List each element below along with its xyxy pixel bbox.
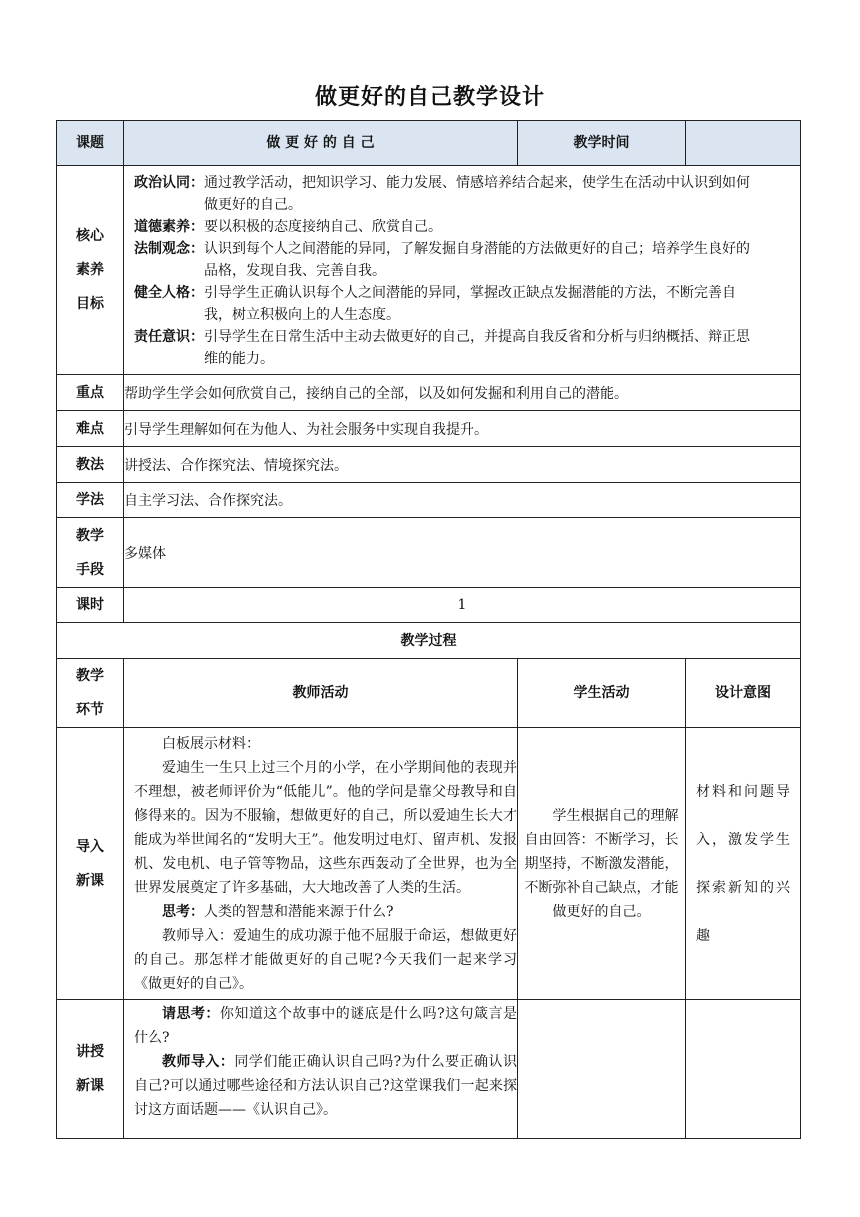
- topic-label: 课题: [57, 121, 124, 166]
- goal-text: 引导学生正确认识每个人之间潜能的异同，掌握改正缺点发掘潜能的方法，不断完善自我，树立积极向上的人生态度。: [204, 285, 736, 323]
- lecture-stage-row: [57, 1000, 801, 1139]
- goal-item: [134, 216, 752, 238]
- process-header-row: [57, 659, 801, 728]
- means-label-line: 手段: [76, 561, 104, 578]
- topic-value: 做 更 好 的 自 己: [124, 121, 518, 166]
- lecture-paragraph: [134, 1002, 517, 1050]
- lecture-stage-line: 新课: [76, 1078, 104, 1094]
- think-text: 人类的智慧和潜能来源于什么?: [204, 903, 394, 920]
- key-point-text: 帮助学生学会如何欣赏自己，接纳自己的全部，以及如何发掘和利用自己的潜能。: [124, 375, 801, 411]
- lecture-stage-line: 讲授: [76, 1044, 104, 1060]
- goal-item: [134, 238, 752, 282]
- teacher-column-header: 教师活动: [124, 659, 518, 728]
- goal-text: 认识到每个人之间潜能的异同，了解发掘自身潜能的方法做更好的自己；培养学生良好的品格，发现自我、完善自我。: [204, 241, 750, 279]
- goals-label: [57, 166, 124, 375]
- stage-header-line: 教学: [76, 668, 104, 684]
- goals-row: [57, 166, 801, 375]
- teaching-method-row: [57, 447, 801, 483]
- goals-label-line: 目标: [76, 296, 104, 312]
- intro-paragraph: 爱迪生一生只上过三个月的小学，在小学期间他的表现并不理想，被老师评价为“低能儿”。他的学问是靠父母教导和自修得来的。因为不服输，想做更好的自己，所以爱迪生长大才能成为举世闻名的“发明大王”。他发明过电灯、留声机、发报机、发电机、电子管等物品，这些东西轰动了全世界，也为全世界发展奠定了许多基础，大大地改善了人类的生活。: [134, 759, 517, 896]
- lecture-student-activity: [518, 1000, 686, 1139]
- goal-item: [134, 326, 752, 370]
- lecture-design-intent: [686, 1000, 801, 1139]
- stage-header-line: 环节: [76, 702, 104, 718]
- means-label: [57, 518, 124, 588]
- intro-stage-line: 新课: [76, 872, 104, 889]
- means-row: [57, 518, 801, 588]
- difficulty-row: [57, 411, 801, 447]
- think-key: 思考：: [162, 903, 204, 920]
- learning-method-row: [57, 483, 801, 518]
- please-think-key: 请思考：: [162, 1006, 220, 1022]
- means-text: 多媒体: [124, 518, 801, 588]
- student-answer: 学生根据自己的理解自由回答：不断学习，长期坚持，不断激发潜能，不断弥补自己缺点，才能做更好的自己。: [524, 807, 679, 920]
- intro-student-activity: [518, 728, 686, 1000]
- goal-key: 责任意识：: [134, 329, 204, 345]
- goal-text: 通过教学活动，把知识学习、能力发展、情感培养结合起来，使学生在活动中认识到如何做更好的自己。: [204, 175, 750, 213]
- intro-teacher-activity: [124, 728, 518, 1000]
- intent-text: 材料和问题导入，激发学生探索新知的兴趣: [696, 783, 790, 944]
- key-point-label: 重点: [57, 375, 124, 411]
- goal-item: [134, 172, 752, 216]
- intro-paragraph: 教师导入：爱迪生的成功源于他不屈服于命运，想做更好的自己。那怎样才能做更好的自己呢?今天我们一起来学习《做更好的自己》。: [134, 927, 517, 992]
- intent-column-header: 设计意图: [686, 659, 801, 728]
- goal-key: 健全人格：: [134, 285, 204, 301]
- teacher-intro-key: 教师导入：: [162, 1054, 235, 1070]
- process-title: 教学过程: [57, 623, 801, 659]
- hours-row: [57, 588, 801, 623]
- lecture-stage-label: [57, 1000, 124, 1139]
- goal-key: 法制观念：: [134, 241, 204, 257]
- teacher-intro-text: 同学们能正确认识自己吗?为什么要正确认识自己?可以通过哪些途径和方法认识自己?这堂课我们一起来探讨这方面话题——《认识自己》。: [134, 1054, 518, 1118]
- intro-paragraph: [134, 900, 517, 924]
- student-column-header: 学生活动: [518, 659, 686, 728]
- header-row: [57, 121, 801, 166]
- goal-text: 要以积极的态度接纳自己、欣赏自己。: [204, 219, 442, 235]
- lecture-teacher-activity: [124, 1000, 518, 1139]
- difficulty-label: 难点: [57, 411, 124, 447]
- hours-value: 1: [124, 588, 801, 623]
- goals-content: [124, 166, 801, 375]
- goals-label-line: 核心: [76, 228, 104, 244]
- key-point-row: [57, 375, 801, 411]
- goal-key: 道德素养：: [134, 219, 204, 235]
- document-title: 做更好的自己教学设计: [314, 85, 545, 110]
- process-title-row: [57, 623, 801, 659]
- stage-column-header: [57, 659, 124, 728]
- goals-label-line: 素养: [76, 262, 104, 278]
- lecture-paragraph: [134, 1050, 517, 1122]
- teaching-time-label: 教学时间: [518, 121, 686, 166]
- teaching-method-text: 讲授法、合作探究法、情境探究法。: [124, 447, 801, 483]
- please-think-text: 你知道这个故事中的谜底是什么吗?这句箴言是什么?: [134, 1006, 517, 1046]
- learning-method-text: 自主学习法、合作探究法。: [124, 483, 801, 518]
- intro-stage-label: [57, 728, 124, 1000]
- intro-stage-line: 导入: [76, 838, 104, 855]
- goal-key: 政治认同：: [134, 175, 204, 191]
- means-label-line: 教学: [76, 527, 104, 544]
- intro-stage-row: [57, 728, 801, 1000]
- intro-design-intent: [686, 728, 801, 1000]
- goal-text: 引导学生在日常生活中主动去做更好的自己，并提高自我反省和分析与归纳概括、辩正思维的能力。: [204, 329, 750, 367]
- teaching-time-value: [686, 121, 801, 166]
- intro-paragraph: 白板展示材料：: [162, 735, 260, 752]
- teaching-method-label: 教法: [57, 447, 124, 483]
- difficulty-text: 引导学生理解如何在为他人、为社会服务中实现自我提升。: [124, 411, 801, 447]
- hours-label: 课时: [57, 588, 124, 623]
- lesson-plan-table: [56, 120, 801, 1139]
- learning-method-label: 学法: [57, 483, 124, 518]
- goal-item: [134, 282, 752, 326]
